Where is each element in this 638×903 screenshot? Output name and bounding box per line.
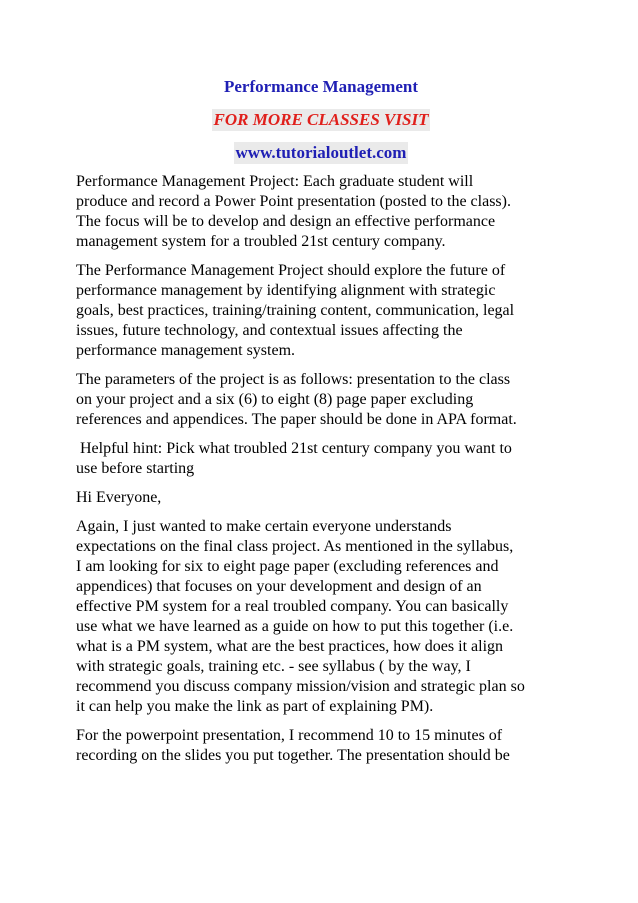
paragraph-line: on your project and a six (6) to eight (8) page paper excluding: [76, 391, 474, 408]
body-paragraph: [76, 261, 566, 361]
paragraph-line: The focus will be to develop and design an effective performance: [76, 213, 496, 230]
paragraph-line: issues, future technology, and contextual issues affecting the: [76, 322, 463, 339]
paragraph-line: performance management system.: [76, 342, 296, 359]
document-title-text: Performance Management: [223, 77, 418, 96]
document-title: [76, 76, 566, 98]
paragraph-line: it can help you make the link as part of explaining PM).: [76, 698, 434, 715]
paragraph-line: what is a PM system, what are the best practices, how does it align: [76, 638, 504, 655]
paragraph-line: expectations on the final class project. As mentioned in the syllabus,: [76, 538, 514, 555]
body-paragraph: [76, 517, 566, 717]
promo-heading: [76, 109, 566, 131]
paragraph-line: appendices) that focuses on your development and design of an: [76, 578, 482, 595]
website-link[interactable]: [76, 142, 566, 164]
paragraph-line: goals, best practices, training/training content, communication, legal: [76, 302, 515, 319]
paragraph-line: with strategic goals, training etc. - see syllabus ( by the way, I: [76, 658, 471, 675]
paragraph-line: The Performance Management Project should explore the future of: [76, 262, 506, 279]
document-body: [76, 172, 566, 766]
paragraph-line: use what we have learned as a guide on how to put this together (i.e.: [76, 618, 514, 635]
body-paragraph: [76, 488, 566, 508]
paragraph-line: recommend you discuss company mission/vision and strategic plan so: [76, 678, 525, 695]
paragraph-line: Helpful hint: Pick what troubled 21st century company you want to: [76, 440, 512, 457]
paragraph-line: Hi Everyone,: [76, 489, 162, 506]
body-paragraph: [76, 439, 566, 479]
paragraph-line: use before starting: [76, 460, 195, 477]
paragraph-line: effective PM system for a real troubled company. You can basically: [76, 598, 509, 615]
paragraph-line: management system for a troubled 21st century company.: [76, 233, 446, 250]
body-paragraph: [76, 370, 566, 430]
body-paragraph: [76, 172, 566, 252]
promo-heading-text: FOR MORE CLASSES VISIT: [213, 110, 429, 129]
paragraph-line: recording on the slides you put together. The presentation should be: [76, 747, 510, 764]
paragraph-line: produce and record a Power Point presentation (posted to the class).: [76, 193, 511, 210]
paragraph-line: references and appendices. The paper should be done in APA format.: [76, 411, 517, 428]
paragraph-line: For the powerpoint presentation, I recommend 10 to 15 minutes of: [76, 727, 503, 744]
website-link-text[interactable]: www.tutorialoutlet.com: [235, 143, 407, 162]
document-page: [76, 76, 566, 775]
paragraph-line: I am looking for six to eight page paper (excluding references and: [76, 558, 499, 575]
body-paragraph: [76, 726, 566, 766]
paragraph-line: Performance Management Project: Each graduate student will: [76, 173, 474, 190]
paragraph-line: Again, I just wanted to make certain everyone understands: [76, 518, 452, 535]
paragraph-line: performance management by identifying alignment with strategic: [76, 282, 496, 299]
paragraph-line: The parameters of the project is as follows: presentation to the class: [76, 371, 511, 388]
